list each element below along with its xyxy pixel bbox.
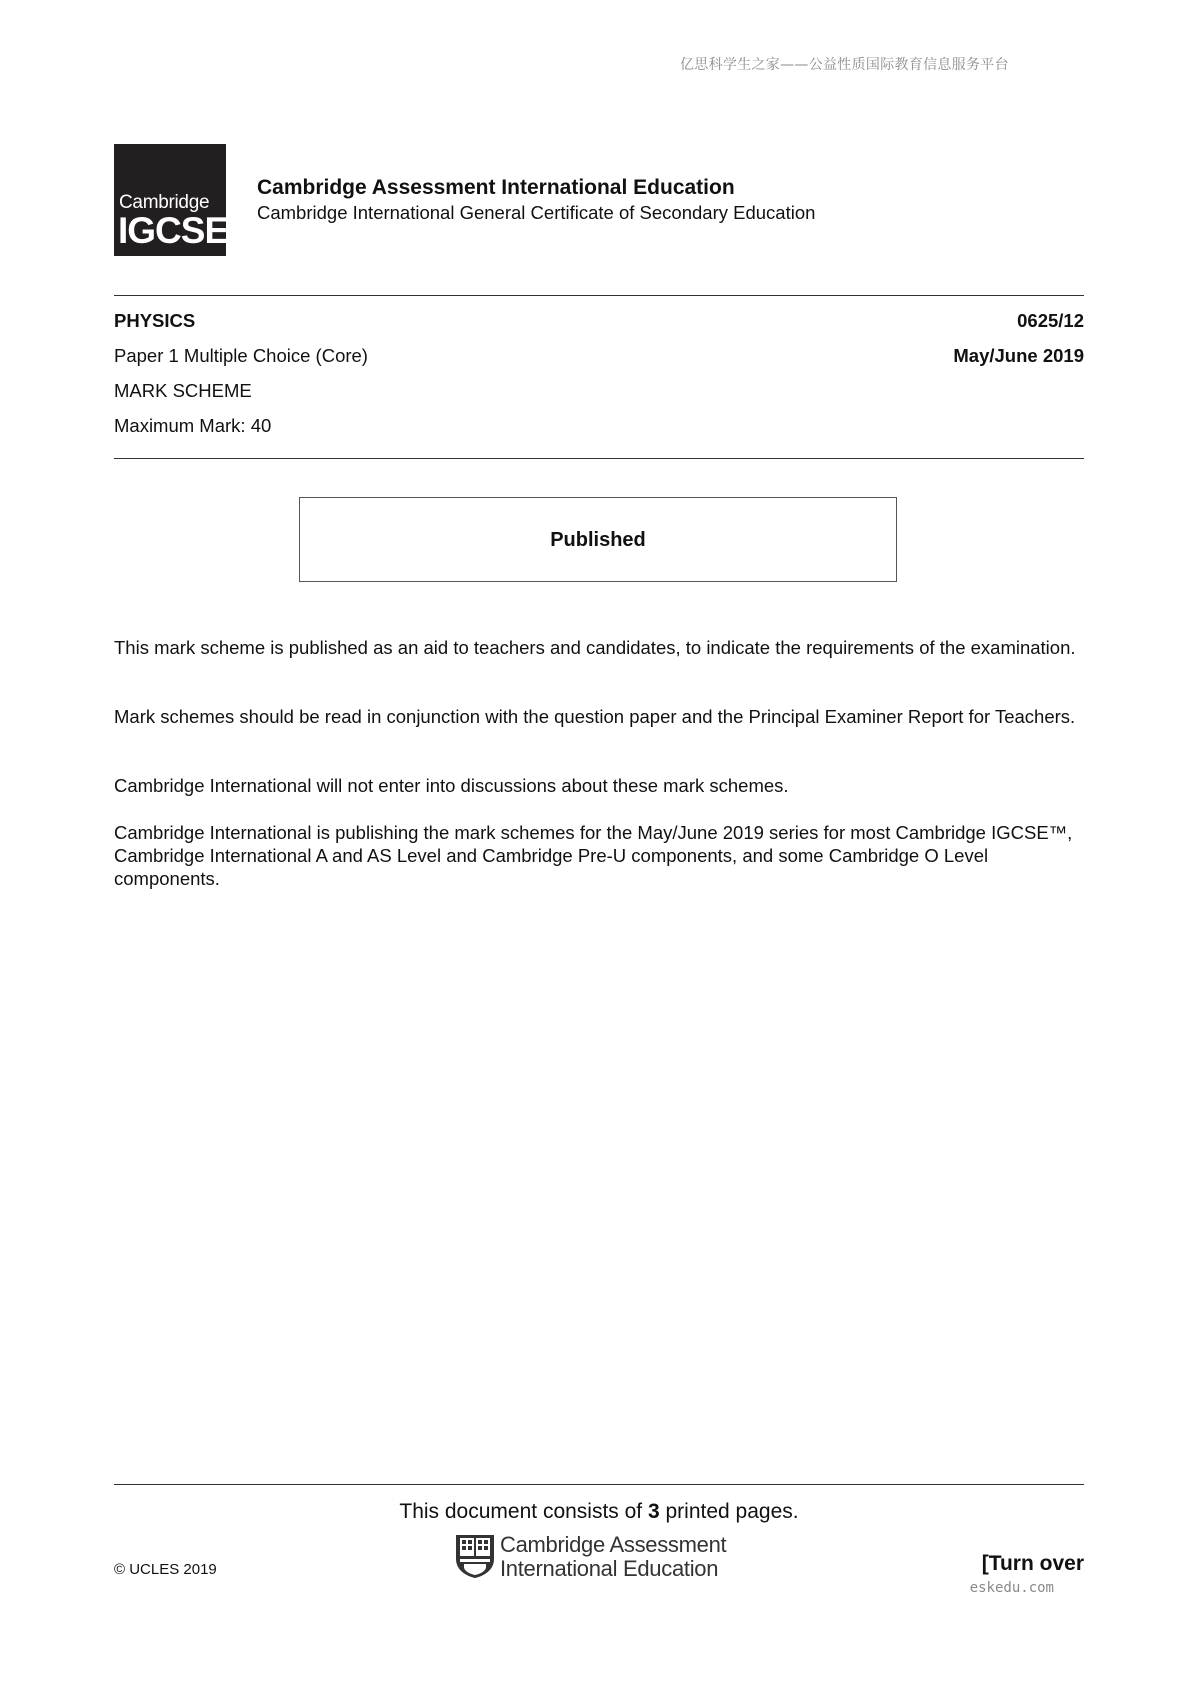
logo-line-igcse: IGCSE (118, 210, 229, 251)
header-divider-top (114, 295, 1084, 296)
header-divider-bottom (114, 458, 1084, 459)
page-count-suffix: printed pages. (659, 1500, 799, 1523)
cambridge-igcse-logo (114, 144, 229, 256)
paper-title: Paper 1 Multiple Choice (Core) (114, 345, 368, 366)
logo-line-cambridge: Cambridge (119, 192, 210, 213)
page-count-number: 3 (647, 1500, 660, 1523)
paper-code: 0625/12 (1017, 310, 1084, 331)
exam-session: May/June 2019 (953, 345, 1084, 366)
watermark-bottom-text: eskedu.com (969, 1580, 1054, 1596)
footer-logo-line-1: Cambridge Assessment (500, 1532, 727, 1557)
published-status-label: Published (550, 529, 646, 551)
organization-subtitle: Cambridge International General Certificate of Secondary Education (257, 202, 816, 223)
intro-paragraph-4: Cambridge International is publishing the mark schemes for the May/June 2019 series for most Cambridge IGCSE™, Cambridge International A and AS Level and Cambridge Pre-U components, and some Cambridge O Level components. (114, 822, 1073, 889)
page-count-prefix: This document consists of (399, 1500, 648, 1523)
published-status-box (299, 497, 897, 582)
document-type: MARK SCHEME (114, 380, 252, 401)
university-shield-icon (454, 1533, 496, 1579)
intro-paragraph-3: Cambridge International will not enter into discussions about these mark schemes. (114, 775, 789, 796)
footer-logo-line-2: International Education (500, 1556, 719, 1581)
maximum-mark: Maximum Mark: 40 (114, 415, 272, 436)
watermark-top-text: 亿思科学生之家——公益性质国际教育信息服务平台 (680, 57, 1009, 73)
intro-paragraph-2: Mark schemes should be read in conjunction with the question paper and the Principal Examiner Report for Teachers. (114, 706, 1076, 727)
intro-paragraph-1: This mark scheme is published as an aid to teachers and candidates, to indicate the requirements of the examination. (114, 637, 1076, 658)
organization-title: Cambridge Assessment International Education (257, 176, 735, 199)
turn-over-label: [Turn over (981, 1552, 1084, 1575)
copyright-notice: © UCLES 2019 (114, 1561, 217, 1578)
footer-divider (114, 1484, 1084, 1485)
page-count-statement (0, 1500, 1190, 1524)
subject-label: PHYSICS (114, 310, 196, 331)
cambridge-assessment-footer-logo (454, 1532, 744, 1582)
